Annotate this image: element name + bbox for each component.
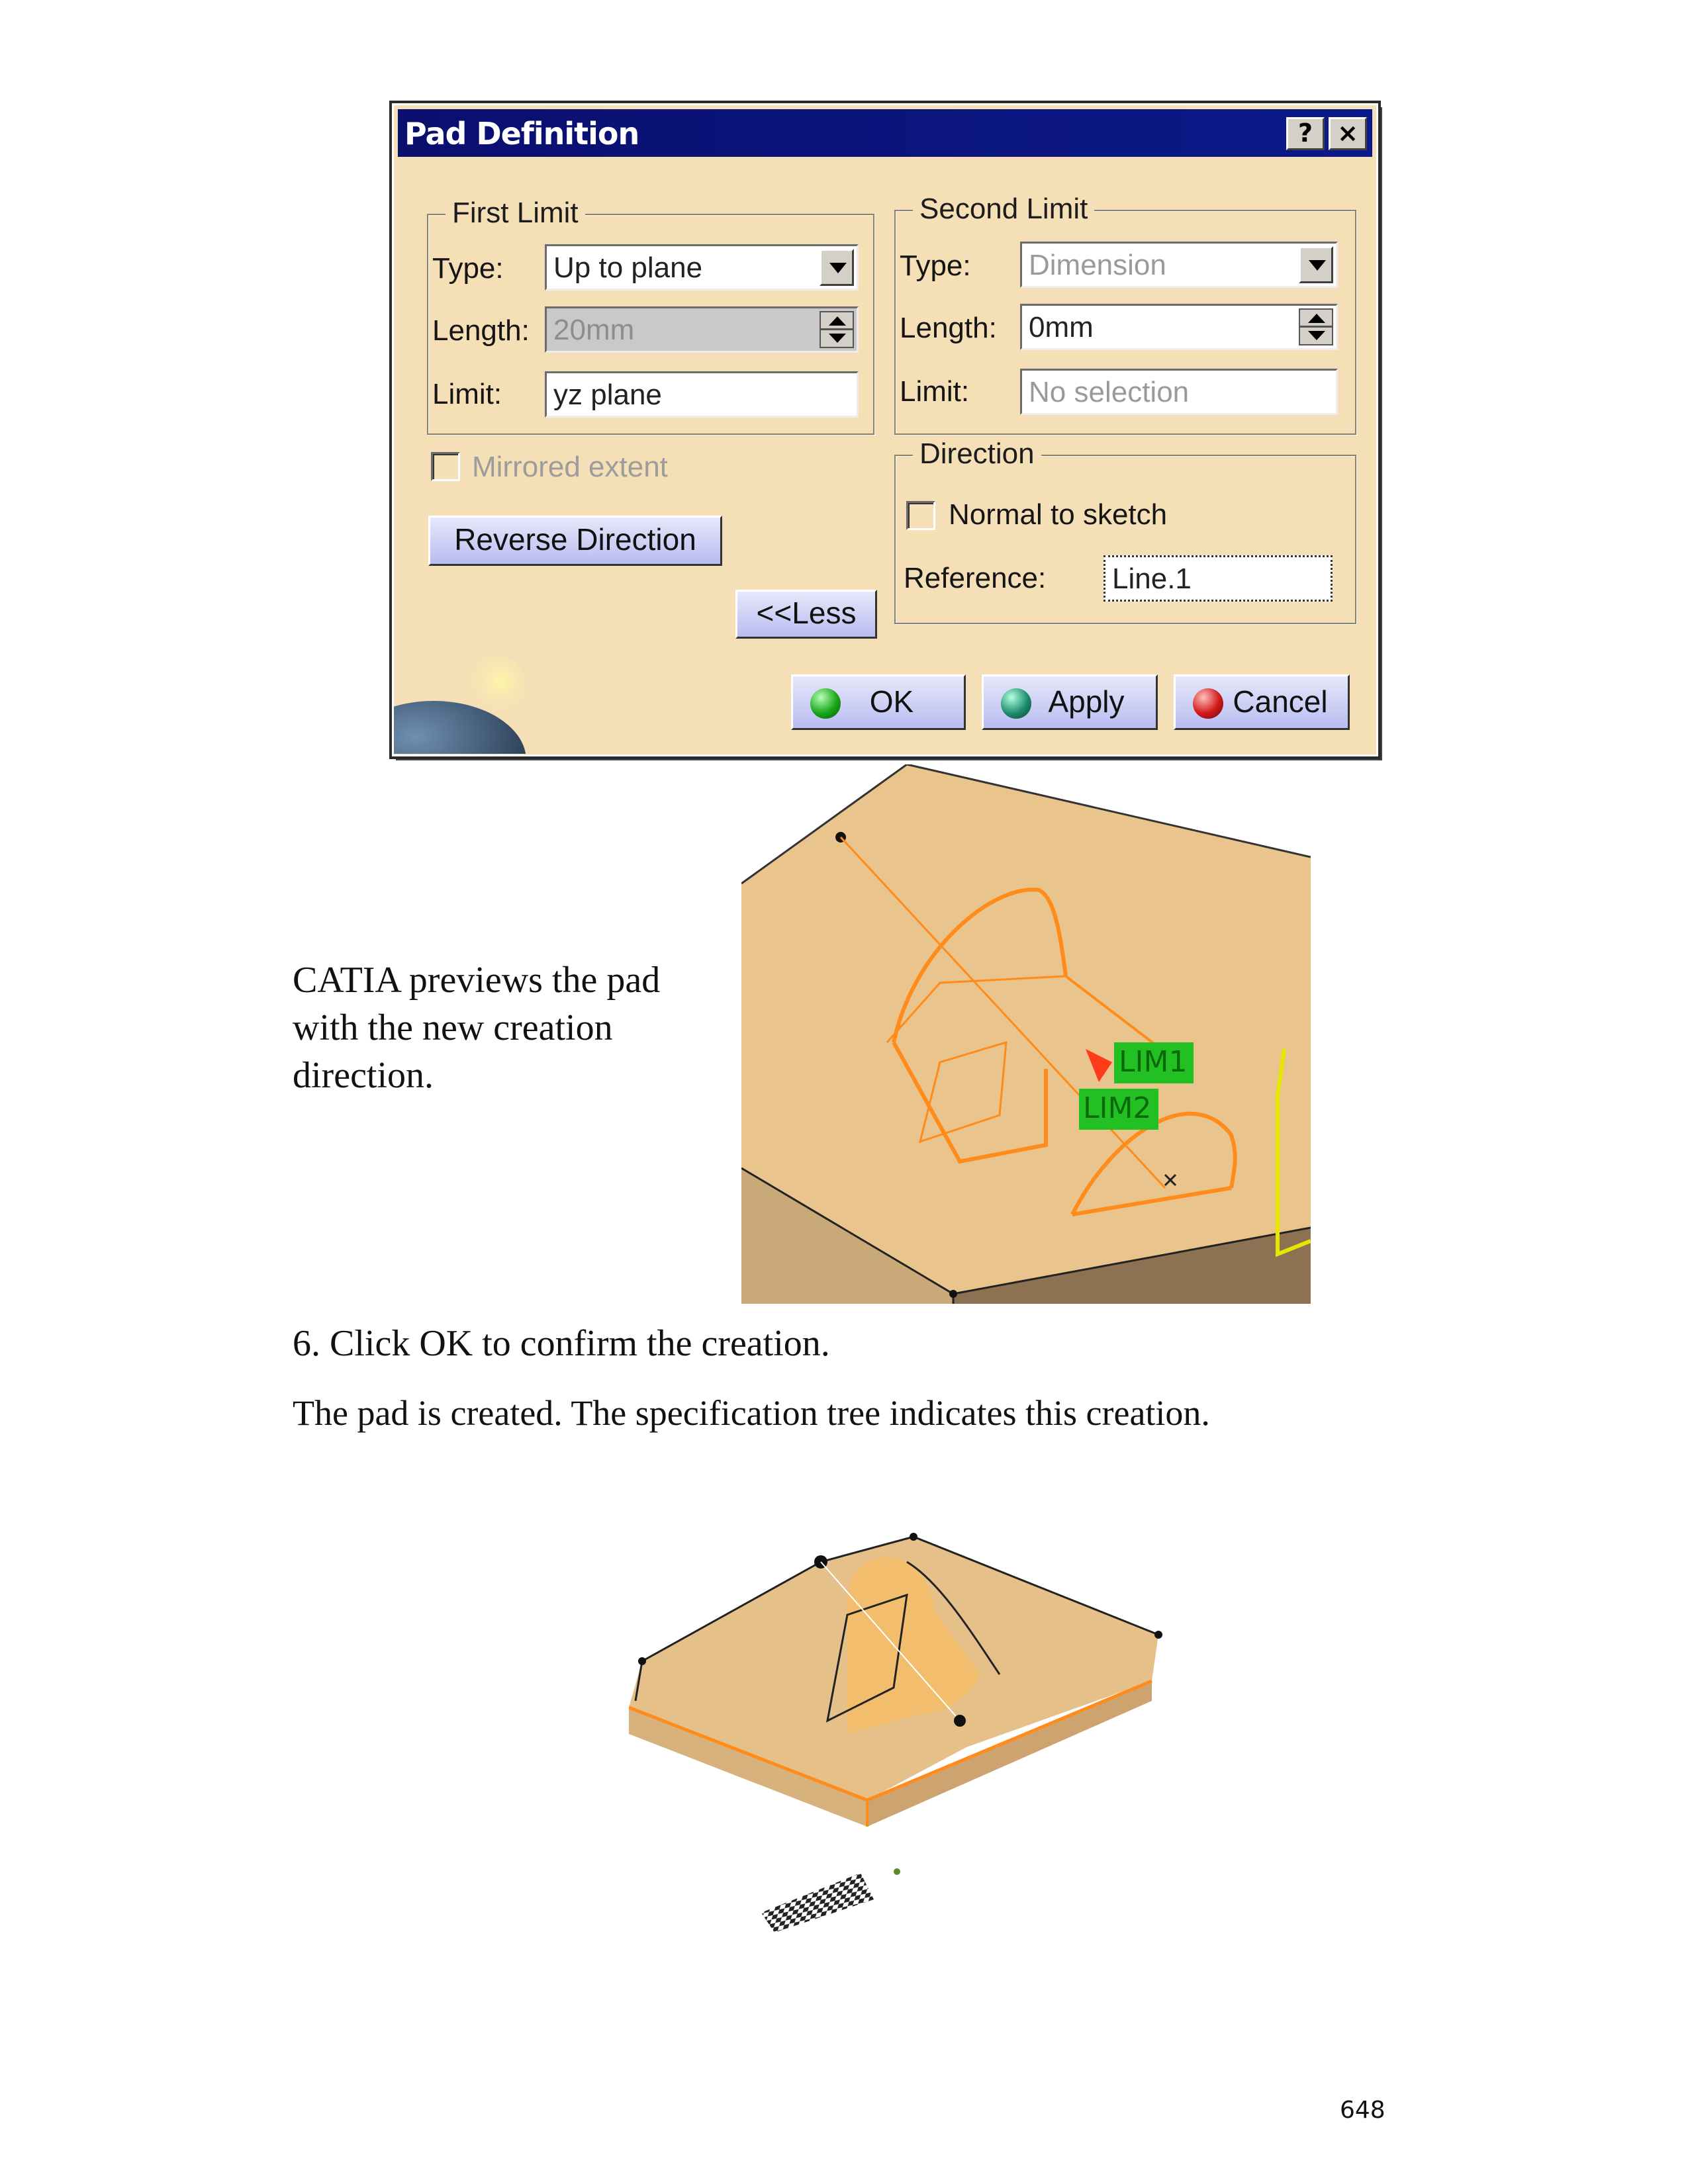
dialog-title: Pad Definition — [404, 116, 639, 152]
apply-button[interactable] — [982, 674, 1158, 730]
mirrored-extent-checkbox[interactable] — [431, 452, 460, 481]
mirrored-extent-label: Mirrored extent — [472, 451, 668, 483]
reference-label: Reference: — [904, 562, 1047, 594]
second-limit-label: Limit: — [900, 375, 970, 408]
first-length-label: Length: — [432, 314, 530, 347]
reference-value: Line.1 — [1112, 563, 1192, 595]
ok-label: OK — [869, 684, 914, 719]
close-icon: × — [1337, 118, 1358, 148]
first-length-value: 20mm — [553, 314, 635, 346]
help-icon: ? — [1297, 118, 1313, 148]
cancel-label: Cancel — [1233, 684, 1328, 719]
preview-top-face — [741, 764, 1311, 1294]
pad-created-view — [629, 1522, 1172, 1827]
first-limit-value: yz plane — [553, 379, 662, 411]
result-paragraph: The pad is created. The specification tree indicates this creation. — [293, 1393, 1210, 1433]
normal-to-sketch-label: Normal to sketch — [949, 498, 1168, 531]
reverse-direction-button[interactable] — [428, 516, 722, 566]
chevron-down-icon[interactable] — [1299, 246, 1333, 283]
step-instruction: 6. Click OK to confirm the creation. — [293, 1323, 830, 1364]
second-limit-legend: Second Limit — [913, 193, 1094, 226]
apply-ball-icon — [1001, 688, 1031, 719]
cancel-button[interactable] — [1174, 674, 1350, 730]
pad-definition-dialog — [392, 103, 1378, 756]
normal-to-sketch-checkbox[interactable] — [906, 501, 935, 530]
apply-label: Apply — [1048, 684, 1125, 719]
catia-logo-icon — [394, 655, 526, 754]
reference-field[interactable] — [1103, 555, 1333, 602]
first-length-stepper — [820, 311, 854, 348]
first-limit-field[interactable] — [545, 371, 859, 418]
second-limit-value: No selection — [1029, 376, 1190, 408]
first-length-field — [545, 306, 859, 353]
first-limit-group — [427, 197, 874, 435]
dialog-titlebar[interactable] — [398, 109, 1372, 157]
second-limit-field — [1020, 369, 1338, 415]
cancel-ball-icon — [1193, 688, 1223, 719]
reverse-direction-label: Reverse Direction — [454, 522, 696, 557]
first-type-select[interactable] — [545, 244, 859, 291]
page-number: 648 — [1340, 2097, 1385, 2124]
ok-button[interactable] — [791, 674, 966, 730]
first-limit-legend: First Limit — [445, 197, 585, 230]
pad-feature-icon — [761, 1860, 907, 1939]
lim1-tag: LIM1 — [1119, 1045, 1188, 1079]
direction-legend: Direction — [913, 437, 1041, 471]
less-label: <<Less — [756, 596, 857, 630]
lim2-tag: LIM2 — [1083, 1091, 1152, 1125]
first-limit-label: Limit: — [432, 378, 502, 410]
second-length-field[interactable] — [1020, 304, 1338, 350]
pad-preview-viewport — [741, 764, 1311, 1304]
less-button[interactable] — [735, 590, 877, 639]
ok-ball-icon — [810, 688, 841, 719]
second-type-value: Dimension — [1029, 249, 1166, 281]
first-type-label: Type: — [432, 252, 504, 285]
help-button[interactable] — [1286, 117, 1325, 150]
second-length-label: Length: — [900, 312, 997, 344]
second-type-label: Type: — [900, 250, 971, 282]
chevron-down-icon[interactable] — [820, 249, 854, 286]
second-type-select[interactable] — [1020, 242, 1338, 288]
preview-caption: CATIA previews the pad with the new creation direction. — [293, 960, 661, 1096]
second-length-stepper[interactable] — [1299, 308, 1333, 345]
second-limit-group — [894, 193, 1356, 435]
second-length-value: 0mm — [1029, 311, 1094, 343]
direction-group — [894, 437, 1356, 624]
close-button[interactable] — [1329, 117, 1367, 150]
first-type-value: Up to plane — [553, 251, 703, 284]
